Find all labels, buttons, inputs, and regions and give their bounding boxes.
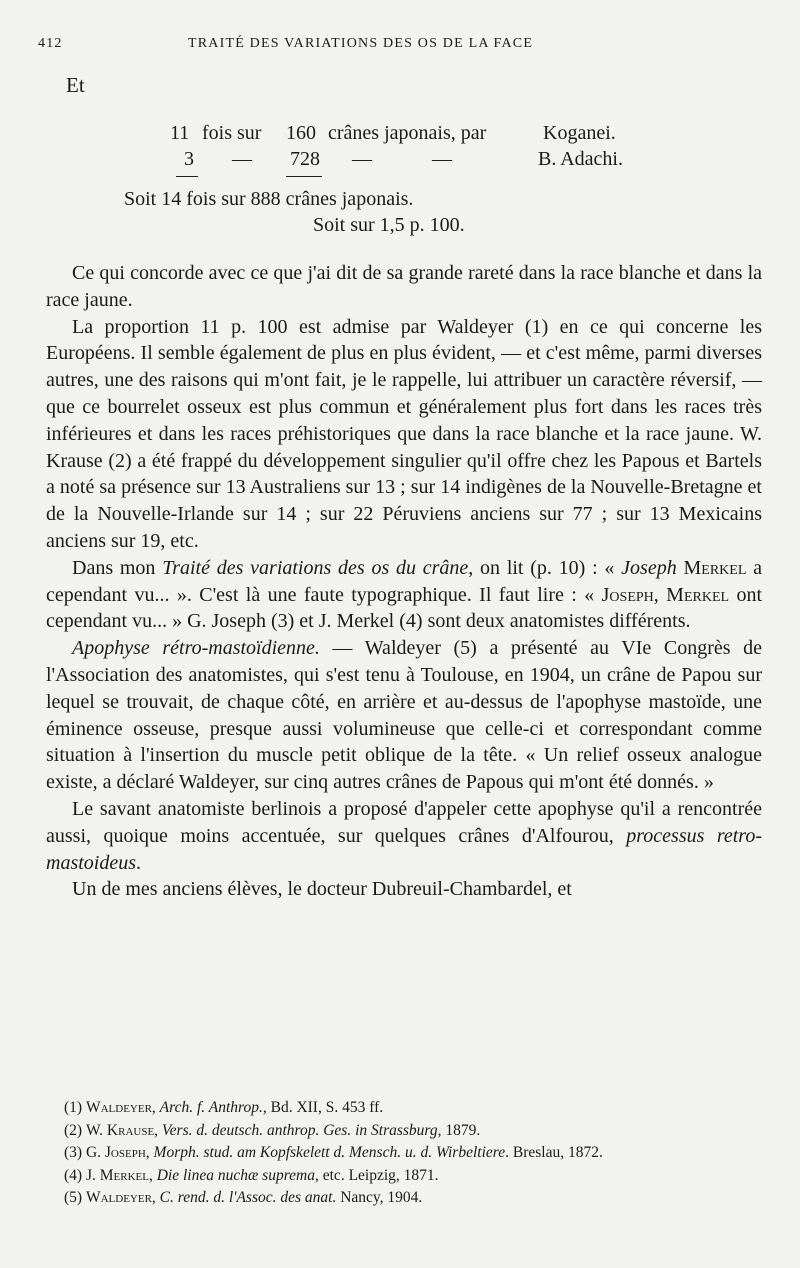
stat-row2-dash3: — [432, 148, 452, 170]
stat-row1-text: fois sur [202, 122, 262, 144]
body-text [46, 260, 762, 903]
stat-row1-count: 11 [170, 122, 190, 144]
footnote-1: (1) Waldeyer, Arch. f. Anthrop., Bd. XII, S. 453 ff. [64, 1099, 384, 1116]
running-title: TRAITÉ DES VARIATIONS DES OS DE LA FACE [188, 36, 534, 51]
footnote-3: (3) G. Joseph, Morph. stud. am Kopfskelett d. Mensch. u. d. Wirbeltiere. Breslau, 1872. [64, 1144, 603, 1162]
running-head [38, 36, 762, 58]
intro-word: Et [66, 73, 85, 97]
footnotes [46, 1097, 762, 1210]
stat-row2-count: 3 [184, 148, 194, 170]
paragraph-3: Dans mon Traité des variations des os du crâne, on lit (p. 10) : « Joseph Merkel a cependant vu... ». C'est là une faute typographique. Il faut lire : « Joseph, Merkel ont cependant vu... » G. Joseph (3) et J. Merkel (4) sont deux anatomistes différents. [46, 556, 763, 633]
stat-ratio-line: Soit sur 1,5 p. 100. [313, 214, 465, 236]
stat-row2-dash1: — [232, 148, 252, 170]
stat-row2-author: B. Adachi. [538, 148, 623, 170]
paragraph-5: Le savant anatomiste berlinois a proposé d'appeler cette apophyse qu'il a rencontrée aussi, quoique moins accentuée, sur quelques crânes d'Alfourou, processus retro-mastoideus. [46, 797, 762, 874]
paragraph-1: Ce qui concorde avec ce que j'ai dit de sa grande rareté dans la race blanche et dans la race jaune. [46, 262, 762, 311]
footnote-5: (5) Waldeyer, C. rend. d. l'Assoc. des anat. Nancy, 1904. [64, 1189, 423, 1207]
stat-row1-label: crânes japonais, par [328, 122, 487, 144]
sum-rule-total [286, 176, 322, 177]
stat-row2-dash2: — [352, 148, 372, 170]
paragraph-4: Apophyse rétro-mastoïdienne. — Waldeyer (5) a présenté au VIe Congrès de l'Association des anatomistes, qui s'est tenu à Toulouse, en 1904, un crâne de Papou sur lequel se trouvait, de chaque côté, en arrière et au-dessus de l'apophyse mastoïde, une éminence osseuse, presque aussi volumineuse que celle-ci et correspondant comme situation à l'insertion du muscle petit oblique de la tête. « Un relief osseux analogue existe, a déclaré Waldeyer, sur cinq autres crânes de Papous qui m'ont été donnés. » [46, 637, 763, 794]
italic-title: Traité des variations des os du crâne [162, 556, 469, 579]
stat-row2-total: 728 [290, 148, 320, 170]
section-heading: Apophyse rétro-mastoïdienne. [72, 637, 320, 660]
stat-row1-author: Koganei. [543, 122, 616, 144]
sum-rule-count [176, 176, 198, 177]
paragraph-2: La proportion 11 p. 100 est admise par Waldeyer (1) en ce qui concerne les Européens. Il semble également de plus en plus évident, — et c'est même, parmi diverses autres, une des raisons qui m'ont fait, je le rappelle, lui attribuer un caractère réversif, — que ce bourrelet osseux est plus commun et généralement plus fort dans les races très inférieures et dans les races préhistoriques que dans la race blanche et la race jaune. W. Krause (2) a été frappé du développement singulier qu'il offre chez les Papous et Bartels a noté sa présence sur 13 Australiens sur 13 ; sur 14 indigènes de la Nouvelle-Bretagne et de la Nouvelle-Irlande sur 14 ; sur 22 Péruviens anciens sur 77 ; sur 13 Mexicains anciens sur 19, etc. [46, 315, 762, 552]
stat-sum-line: Soit 14 fois sur 888 crânes japonais. [124, 188, 414, 210]
page-number: 412 [38, 36, 63, 51]
footnote-4: (4) J. Merkel, Die linea nuchæ suprema, etc. Leipzig, 1871. [64, 1166, 439, 1184]
stat-row1-total: 160 [286, 122, 316, 144]
paragraph-6: Un de mes anciens élèves, le docteur Dubreuil-Chambardel, et [72, 878, 572, 901]
footnote-2: (2) W. Krause, Vers. d. deutsch. anthrop. Ges. in Strassburg, 1879. [64, 1121, 481, 1139]
